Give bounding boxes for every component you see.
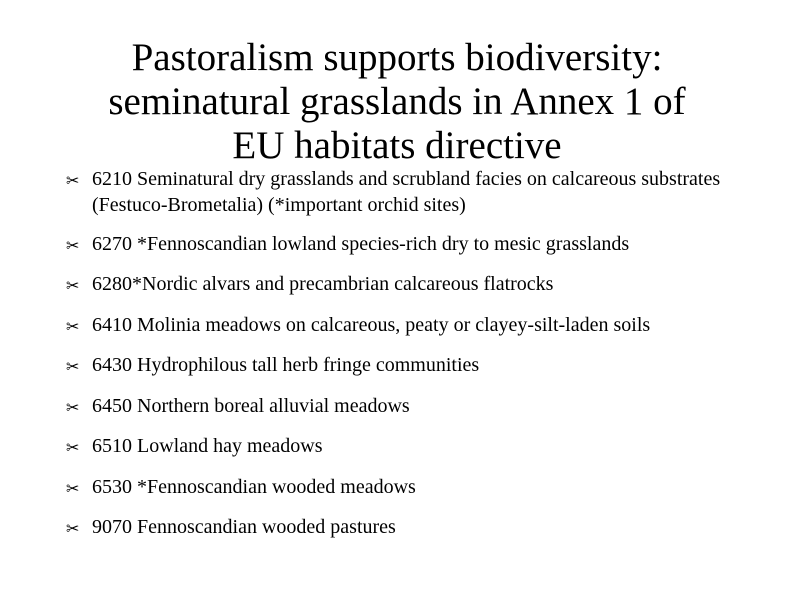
scissors-icon: ✂ bbox=[66, 519, 80, 538]
scissors-icon: ✂ bbox=[66, 236, 80, 255]
scissors-icon: ✂ bbox=[66, 398, 80, 417]
scissors-icon: ✂ bbox=[66, 357, 80, 376]
scissors-icon: ✂ bbox=[66, 317, 80, 336]
list-item-text: 6450 Northern boreal alluvial meadows bbox=[92, 395, 410, 417]
list-item bbox=[66, 474, 746, 500]
list-item-text: 6510 Lowland hay meadows bbox=[92, 435, 323, 457]
title-line-2: seminatural grasslands in Annex 1 of bbox=[108, 80, 686, 123]
list-item bbox=[66, 433, 746, 459]
title-line-3: EU habitats directive bbox=[232, 124, 562, 167]
scissors-icon: ✂ bbox=[66, 276, 80, 295]
list-item-text: 6530 *Fennoscandian wooded meadows bbox=[92, 476, 416, 498]
list-item bbox=[66, 312, 746, 338]
list-item-text: 9070 Fennoscandian wooded pastures bbox=[92, 516, 396, 538]
slide-title bbox=[40, 36, 754, 168]
list-item bbox=[66, 352, 746, 378]
list-item bbox=[66, 393, 746, 419]
scissors-icon: ✂ bbox=[66, 438, 80, 457]
list-item-text: 6430 Hydrophilous tall herb fringe communities bbox=[92, 354, 480, 376]
title-line-1: Pastoralism supports biodiversity: bbox=[131, 36, 663, 79]
list-item-text: 6270 *Fennoscandian lowland species-rich dry to mesic grasslands bbox=[92, 233, 630, 255]
list-item bbox=[66, 231, 746, 257]
list-item-text: 6210 Seminatural dry grasslands and scrubland facies on calcareous substrates (Festuco-Brometalia) (*important orchid sites) bbox=[92, 168, 721, 216]
list-item bbox=[66, 514, 746, 540]
list-item bbox=[66, 271, 746, 297]
scissors-icon: ✂ bbox=[66, 171, 80, 190]
list-item bbox=[66, 166, 746, 218]
scissors-icon: ✂ bbox=[66, 479, 80, 498]
list-item-text: 6410 Molinia meadows on calcareous, peaty or clayey-silt-laden soils bbox=[92, 314, 651, 336]
list-item-text: 6280*Nordic alvars and precambrian calcareous flatrocks bbox=[92, 273, 554, 295]
